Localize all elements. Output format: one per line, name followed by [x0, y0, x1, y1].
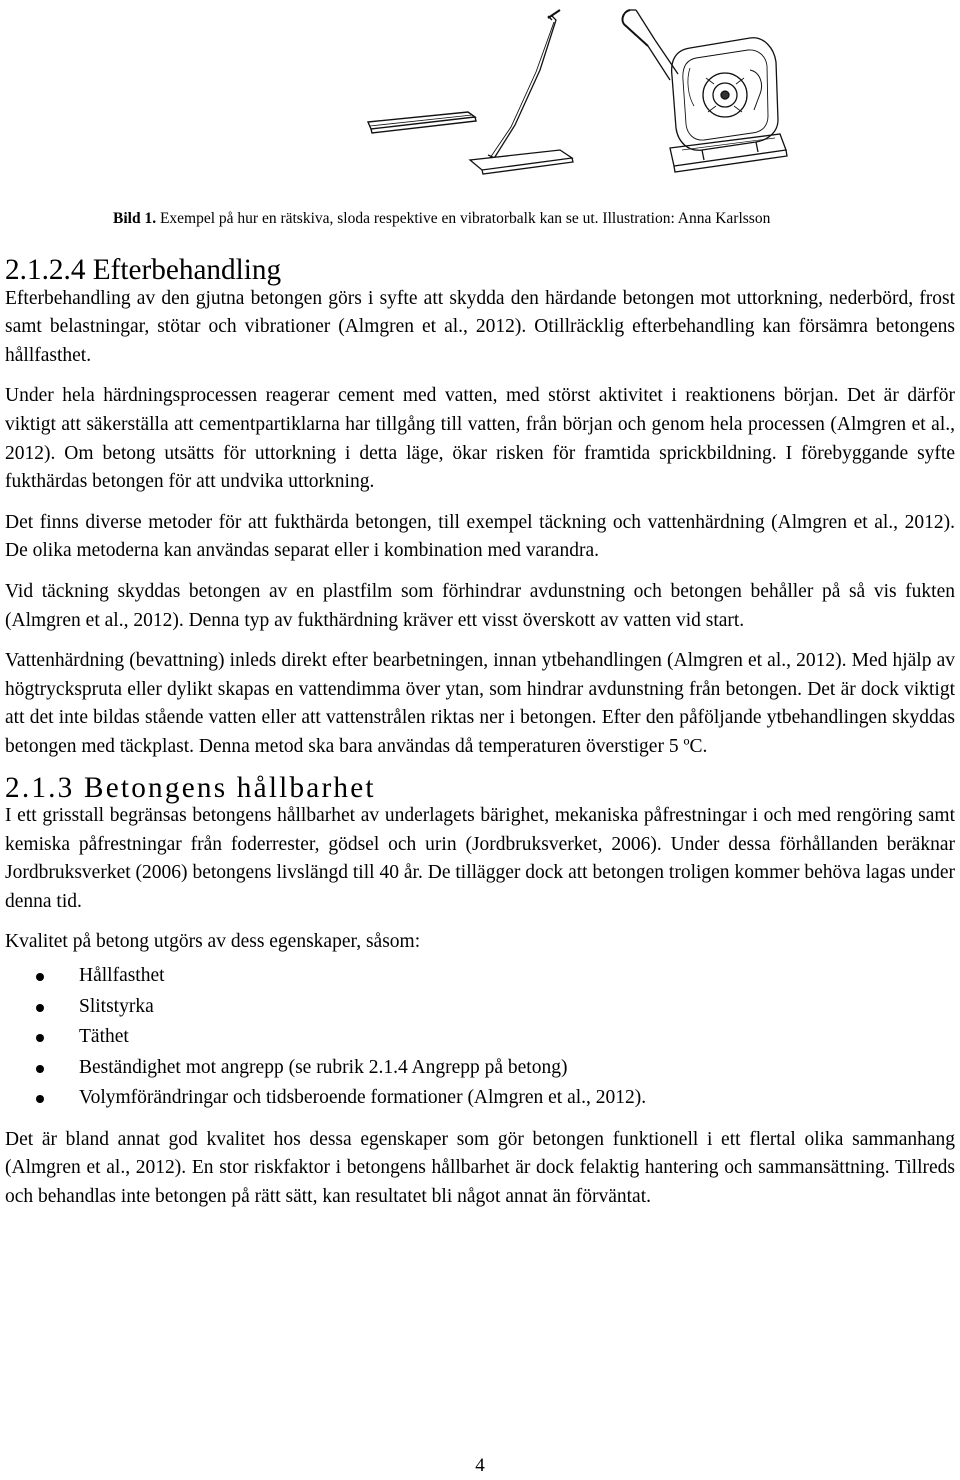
list-item: Täthet — [5, 1022, 955, 1053]
paragraph: Vattenhärdning (bevattning) inleds direkt efter bearbetningen, innan ytbehandlingen (Almgren et al., 2012). Med hjälp av högtryckspruta eller dylikt skapas en vattendimma över ytan, som hindrar avdunstning från betongen. Det är dock viktigt att det inte bildas stående vatten eller att vattenstrålen riktas ner i betongen. Efter den påföljande ytbehandlingen skyddas betongen med täckplast. Denna metod ska bara användas då temperaturen överstiger 5 ºC. — [5, 650, 955, 757]
body-text — [5, 256, 955, 1211]
heading-betongens-hallbarhet: 2.1.3 Betongens hållbarhet — [5, 771, 376, 804]
paragraph: Efterbehandling av den gjutna betongen görs i syfte att skydda den härdande betongen mot uttorkning, nederbörd, frost samt belastningar, stötar och vibrationer (Almgren et al., 2012). Otillräcklig efterbehandling kan försämra betongens hållfasthet. — [5, 287, 955, 366]
paragraph: Kvalitet på betong utgörs av dess egenskaper, såsom: — [5, 931, 421, 953]
quality-list — [5, 961, 955, 1114]
list-item: Hållfasthet — [5, 961, 955, 992]
page-number: 4 — [475, 1455, 485, 1476]
figure-label: Bild 1. — [113, 210, 157, 227]
list-item: Slitstyrka — [5, 992, 955, 1023]
paragraph: Det är bland annat god kvalitet hos dessa egenskaper som gör betongen funktionell i ett flertal olika sammanhang (Almgren et al., 2012). En stor riskfaktor i betongens hållbarhet är dock felaktig hantering och sammansättning. Tillreds och behandlas inte betongen på rätt sätt, kan resultatet bli något annat än förväntat. — [5, 1128, 955, 1207]
vibratorbalk-icon — [623, 10, 787, 172]
paragraph: Under hela härdningsprocessen reagerar cement med vatten, med störst aktivitet i reaktionens början. Det är därför viktigt att säkerställa att cementpartiklarna har tillgång till vatten, från början och genom hela processen (Almgren et al., 2012). Om betong utsätts för uttorkning i detta läge, ökar risken för framtida sprickbildning. I förebyggande syfte fukthärdas betongen för att undvika uttorkning. — [5, 385, 955, 493]
heading-efterbehandling: 2.1.2.4 Efterbehandling — [5, 254, 282, 286]
paragraph: Vid täckning skyddas betongen av en plastfilm som förhindrar avdunstning och betongen behåller på så vis fukten (Almgren et al., 2012). Denna typ av fukthärdning kräver ett visst överskott av vatten vid start. — [5, 580, 955, 631]
list-item: Beständighet mot angrepp (se rubrik 2.1.4 Angrepp på betong) — [5, 1053, 955, 1084]
figure-caption-text: Exempel på hur en rätskiva, sloda respektive en vibratorbalk kan se ut. Illustration: Anna Karlsson — [159, 210, 771, 227]
paragraph: I ett grisstall begränsas betongens hållbarhet av underlagets bärighet, mekaniska påfrestningar i och med rengöring samt kemiska påfrestningar från foderrester, gödsel och urin (Jordbruksverket, 2006). Under dessa förhållanden beräknar Jordbruksverket (2006) betongens livslängd till 40 år. De tillägger dock att betongen troligen kommer behöva lagas under denna tid. — [5, 805, 955, 912]
figure-caption — [113, 208, 835, 229]
rätskiva-icon — [368, 112, 476, 133]
tools-illustration — [330, 0, 790, 205]
list-item: Volymförändringar och tidsberoende formationer (Almgren et al., 2012). — [5, 1083, 955, 1114]
sloda-icon — [470, 10, 573, 174]
paragraph: Det finns diverse metoder för att fukthärda betongen, till exempel täckning och vattenhärdning (Almgren et al., 2012). De olika metoderna kan användas separat eller i kombination med varandra. — [5, 511, 955, 562]
